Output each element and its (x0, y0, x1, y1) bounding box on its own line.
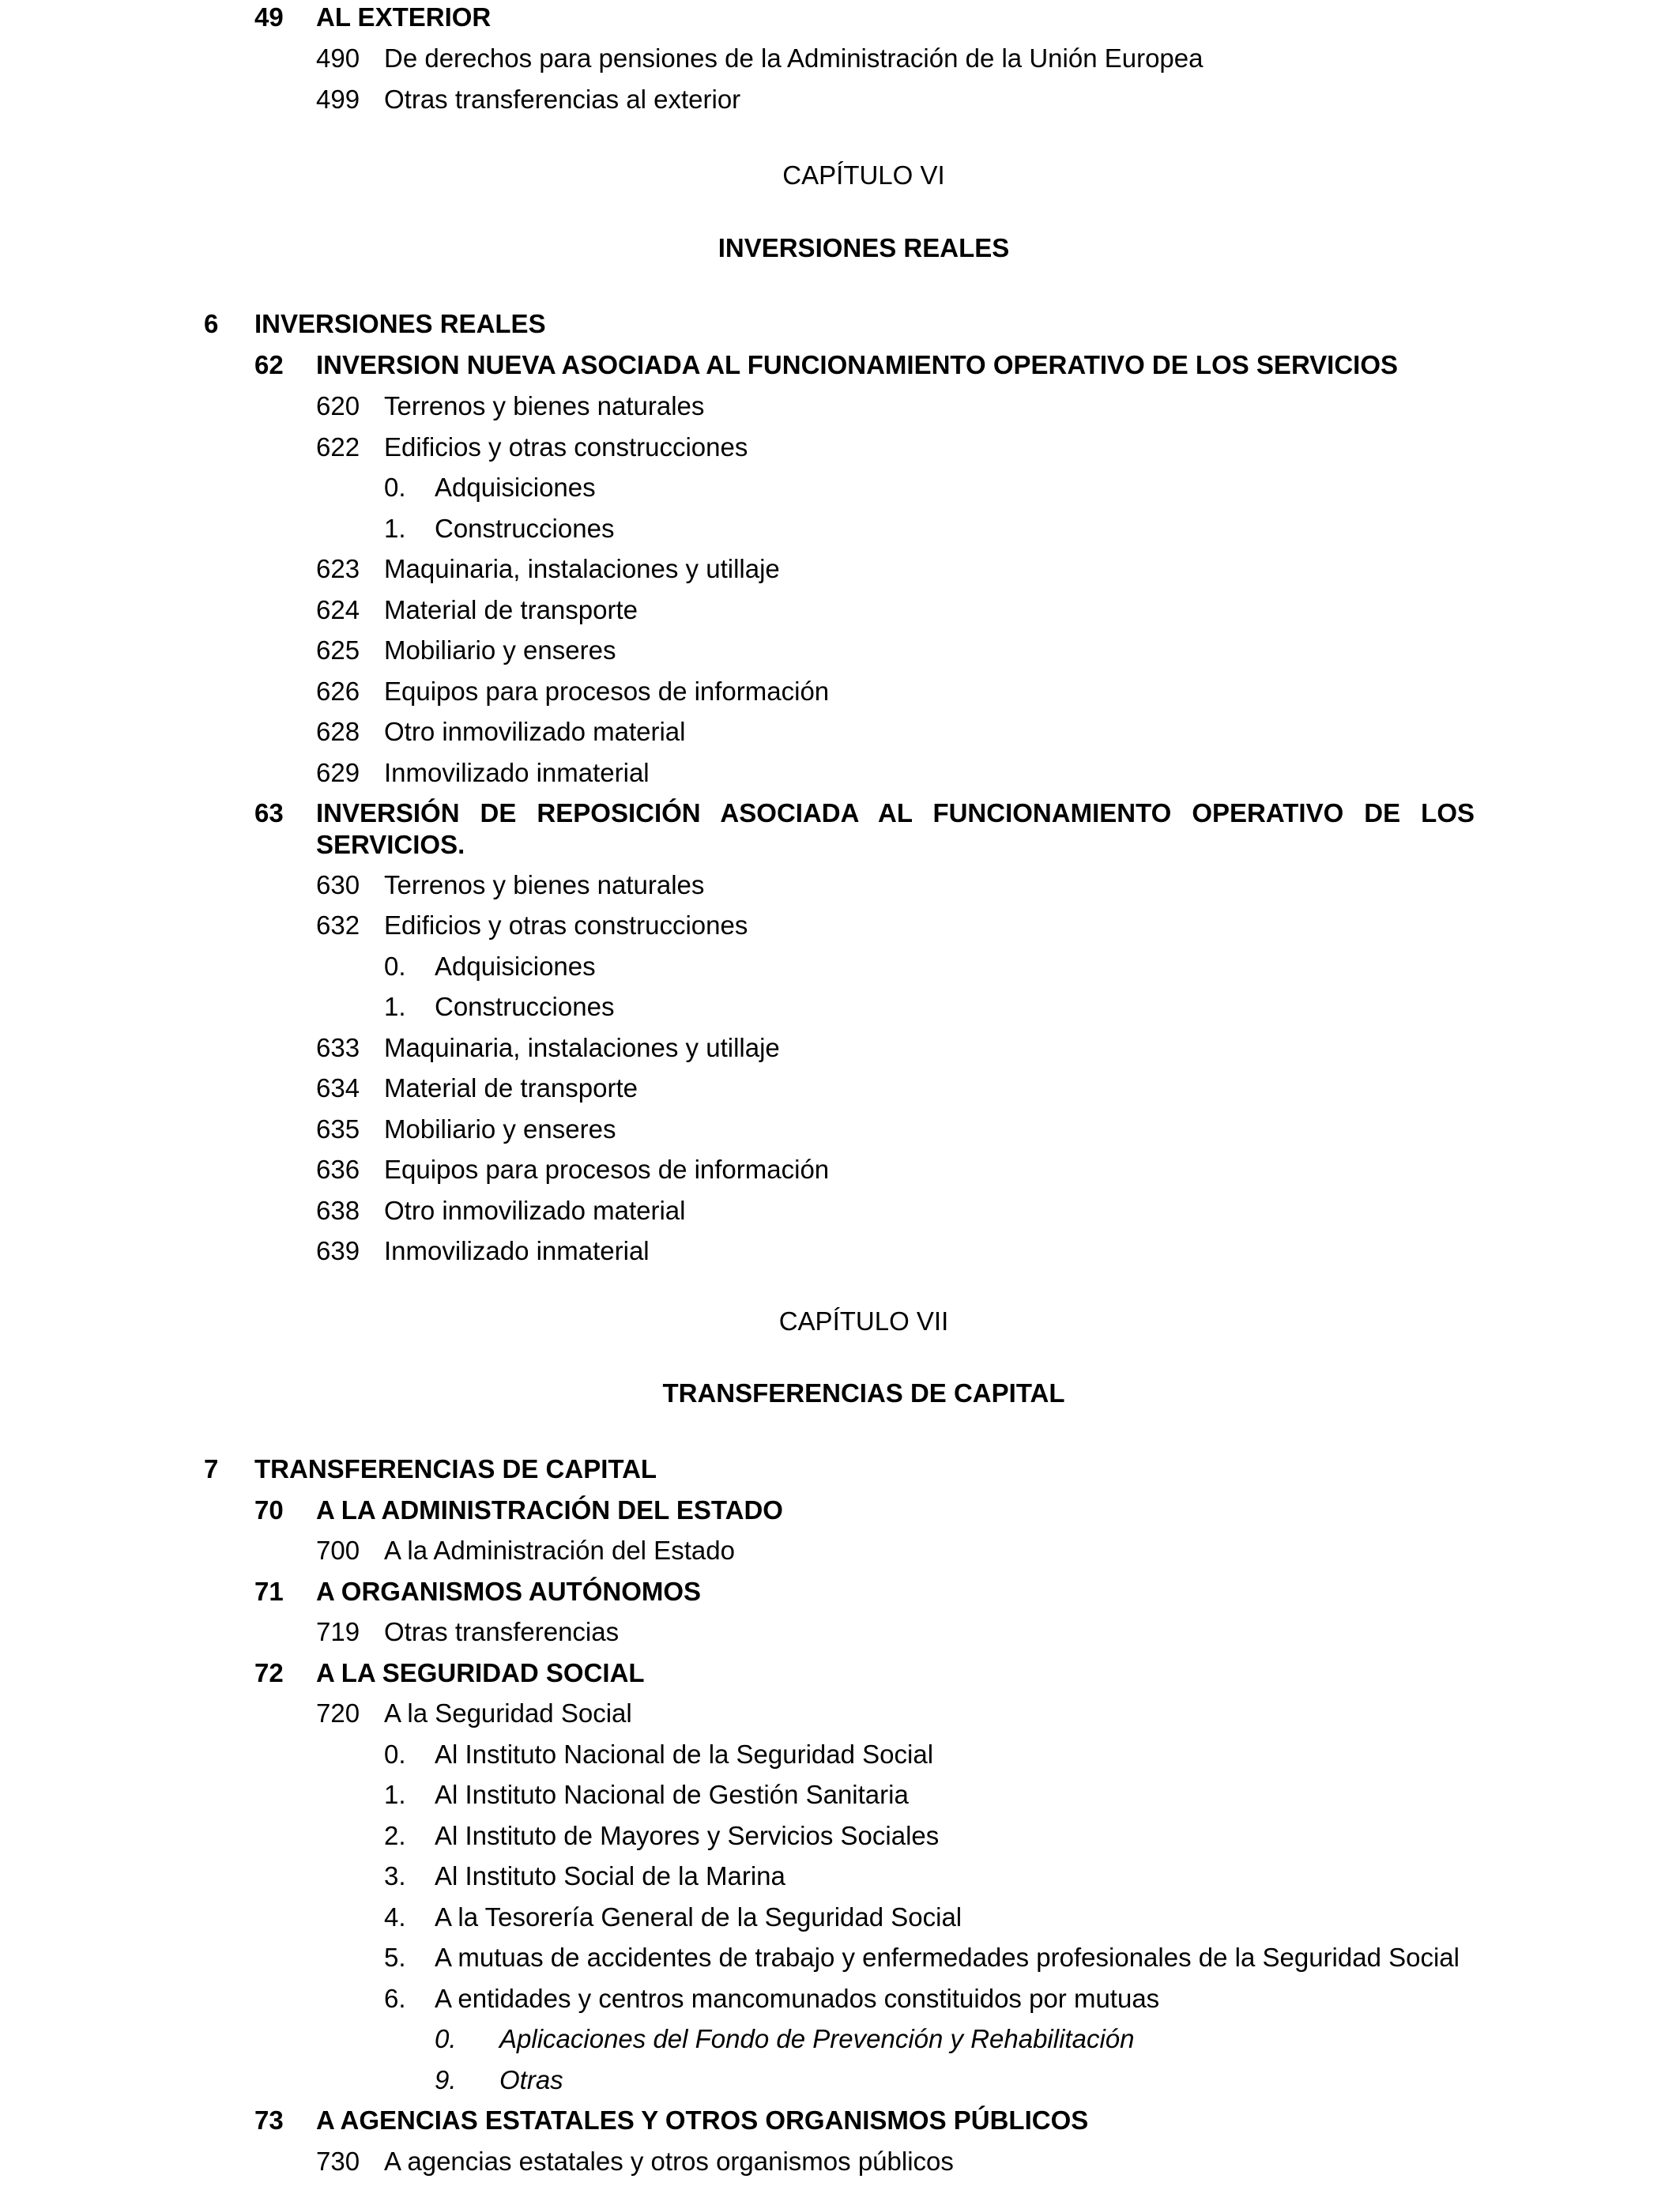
concept-title: Material de transporte (384, 1073, 638, 1103)
concept-title: Inmovilizado inmaterial (384, 758, 650, 787)
concept-code: 628 (316, 717, 360, 746)
chapter-heading: CAPÍTULO VI (782, 160, 945, 190)
concept-title: Maquinaria, instalaciones y utillaje (384, 554, 780, 583)
article-title: A AGENCIAS ESTATALES Y OTROS ORGANISMOS PÚBLICOS (316, 2105, 1089, 2135)
item-code: 9. (435, 2065, 457, 2094)
subconcept-code: 4. (384, 1902, 406, 1932)
concept-code: 632 (316, 910, 360, 940)
concept-code: 633 (316, 1033, 360, 1062)
concept-code: 636 (316, 1155, 360, 1184)
article-title: AL EXTERIOR (316, 2, 492, 32)
subconcept-title: Adquisiciones (435, 473, 596, 502)
article-code: 62 (254, 350, 284, 379)
article-title: INVERSION NUEVA ASOCIADA AL FUNCIONAMIENTO OPERATIVO DE LOS SERVICIOS (316, 350, 1399, 379)
chapter-row-title: INVERSIONES REALES (254, 309, 546, 338)
concept-code: 638 (316, 1196, 360, 1225)
article-title: A LA SEGURIDAD SOCIAL (316, 1658, 645, 1687)
concept-title: Otro inmovilizado material (384, 1196, 686, 1225)
subconcept-code: 0. (384, 952, 406, 981)
subconcept-title: A entidades y centros mancomunados constituidos por mutuas (435, 1984, 1160, 2013)
item-title: Aplicaciones del Fondo de Prevención y Rehabilitación (499, 2024, 1135, 2053)
subconcept-code: 1. (384, 514, 406, 543)
subconcept-code: 3. (384, 1861, 406, 1891)
concept-title: Inmovilizado inmaterial (384, 1236, 650, 1265)
subconcept-title: Al Instituto Nacional de la Seguridad Social (435, 1740, 934, 1769)
concept-code: 720 (316, 1698, 360, 1728)
article-title: A LA ADMINISTRACIÓN DEL ESTADO (316, 1495, 783, 1525)
article-code: 72 (254, 1658, 284, 1687)
concept-code: 626 (316, 677, 360, 706)
item-code: 0. (435, 2024, 457, 2053)
article-code: 73 (254, 2105, 284, 2135)
subconcept-title: Al Instituto Nacional de Gestión Sanitaria (435, 1780, 909, 1809)
subconcept-title: Al Instituto de Mayores y Servicios Sociales (435, 1821, 940, 1850)
article-code: 49 (254, 2, 284, 32)
subconcept-title: Construcciones (435, 992, 615, 1021)
concept-title: A la Administración del Estado (384, 1536, 735, 1565)
concept-title: A la Seguridad Social (384, 1698, 632, 1728)
concept-code: 620 (316, 391, 360, 420)
concept-code: 624 (316, 595, 360, 624)
article-title-wrapped: INVERSIÓN DE REPOSICIÓN ASOCIADA AL FUNCIONAMIENTO OPERATIVO DE LOS SERVICIOS. (316, 798, 1475, 859)
concept-code: 490 (316, 43, 360, 73)
concept-title: Edificios y otras construcciones (384, 910, 748, 940)
concept-title: Terrenos y bienes naturales (384, 391, 705, 420)
concept-title: Equipos para procesos de información (384, 677, 830, 706)
concept-code: 719 (316, 1617, 360, 1646)
concept-title: A agencias estatales y otros organismos públicos (384, 2147, 954, 2176)
concept-title: Maquinaria, instalaciones y utillaje (384, 1033, 780, 1062)
concept-title: Mobiliario y enseres (384, 635, 616, 665)
chapter-code: 6 (204, 309, 219, 338)
subconcept-title: Construcciones (435, 514, 615, 543)
chapter-title: INVERSIONES REALES (718, 233, 1010, 262)
subconcept-title: Al Instituto Social de la Marina (435, 1861, 785, 1891)
concept-code: 499 (316, 85, 360, 114)
concept-code: 730 (316, 2147, 360, 2176)
chapter-heading: CAPÍTULO VII (778, 1306, 949, 1336)
chapter-title: TRANSFERENCIAS DE CAPITAL (662, 1378, 1065, 1408)
concept-title: Equipos para procesos de información (384, 1155, 830, 1184)
concept-title: Edificios y otras construcciones (384, 432, 748, 462)
article-title: A ORGANISMOS AUTÓNOMOS (316, 1577, 702, 1606)
subconcept-code: 2. (384, 1821, 406, 1850)
concept-title: Otro inmovilizado material (384, 717, 686, 746)
concept-title: De derechos para pensiones de la Administración de la Unión Europea (384, 43, 1203, 73)
subconcept-title: Adquisiciones (435, 952, 596, 981)
subconcept-code: 6. (384, 1984, 406, 2013)
concept-title: Otras transferencias (384, 1617, 620, 1646)
subconcept-code: 1. (384, 992, 406, 1021)
subconcept-code: 0. (384, 1740, 406, 1769)
concept-code: 622 (316, 432, 360, 462)
item-title: Otras (499, 2065, 563, 2094)
concept-code: 639 (316, 1236, 360, 1265)
concept-code: 635 (316, 1114, 360, 1144)
chapter-row-title: TRANSFERENCIAS DE CAPITAL (254, 1454, 657, 1483)
concept-title: Otras transferencias al exterior (384, 85, 741, 114)
subconcept-title: A mutuas de accidentes de trabajo y enfermedades profesionales de la Seguridad Social (435, 1943, 1460, 1972)
concept-title: Mobiliario y enseres (384, 1114, 616, 1144)
subconcept-code: 0. (384, 473, 406, 502)
concept-code: 630 (316, 870, 360, 899)
concept-code: 634 (316, 1073, 360, 1103)
chapter-code: 7 (204, 1454, 219, 1483)
subconcept-code: 5. (384, 1943, 406, 1972)
article-code: 71 (254, 1577, 284, 1606)
concept-code: 629 (316, 758, 360, 787)
article-code: 63 (254, 798, 284, 827)
concept-code: 700 (316, 1536, 360, 1565)
subconcept-title: A la Tesorería General de la Seguridad Social (435, 1902, 962, 1932)
subconcept-code: 1. (384, 1780, 406, 1809)
concept-title: Material de transporte (384, 595, 638, 624)
article-code: 70 (254, 1495, 284, 1525)
concept-code: 625 (316, 635, 360, 665)
concept-code: 623 (316, 554, 360, 583)
concept-title: Terrenos y bienes naturales (384, 870, 705, 899)
